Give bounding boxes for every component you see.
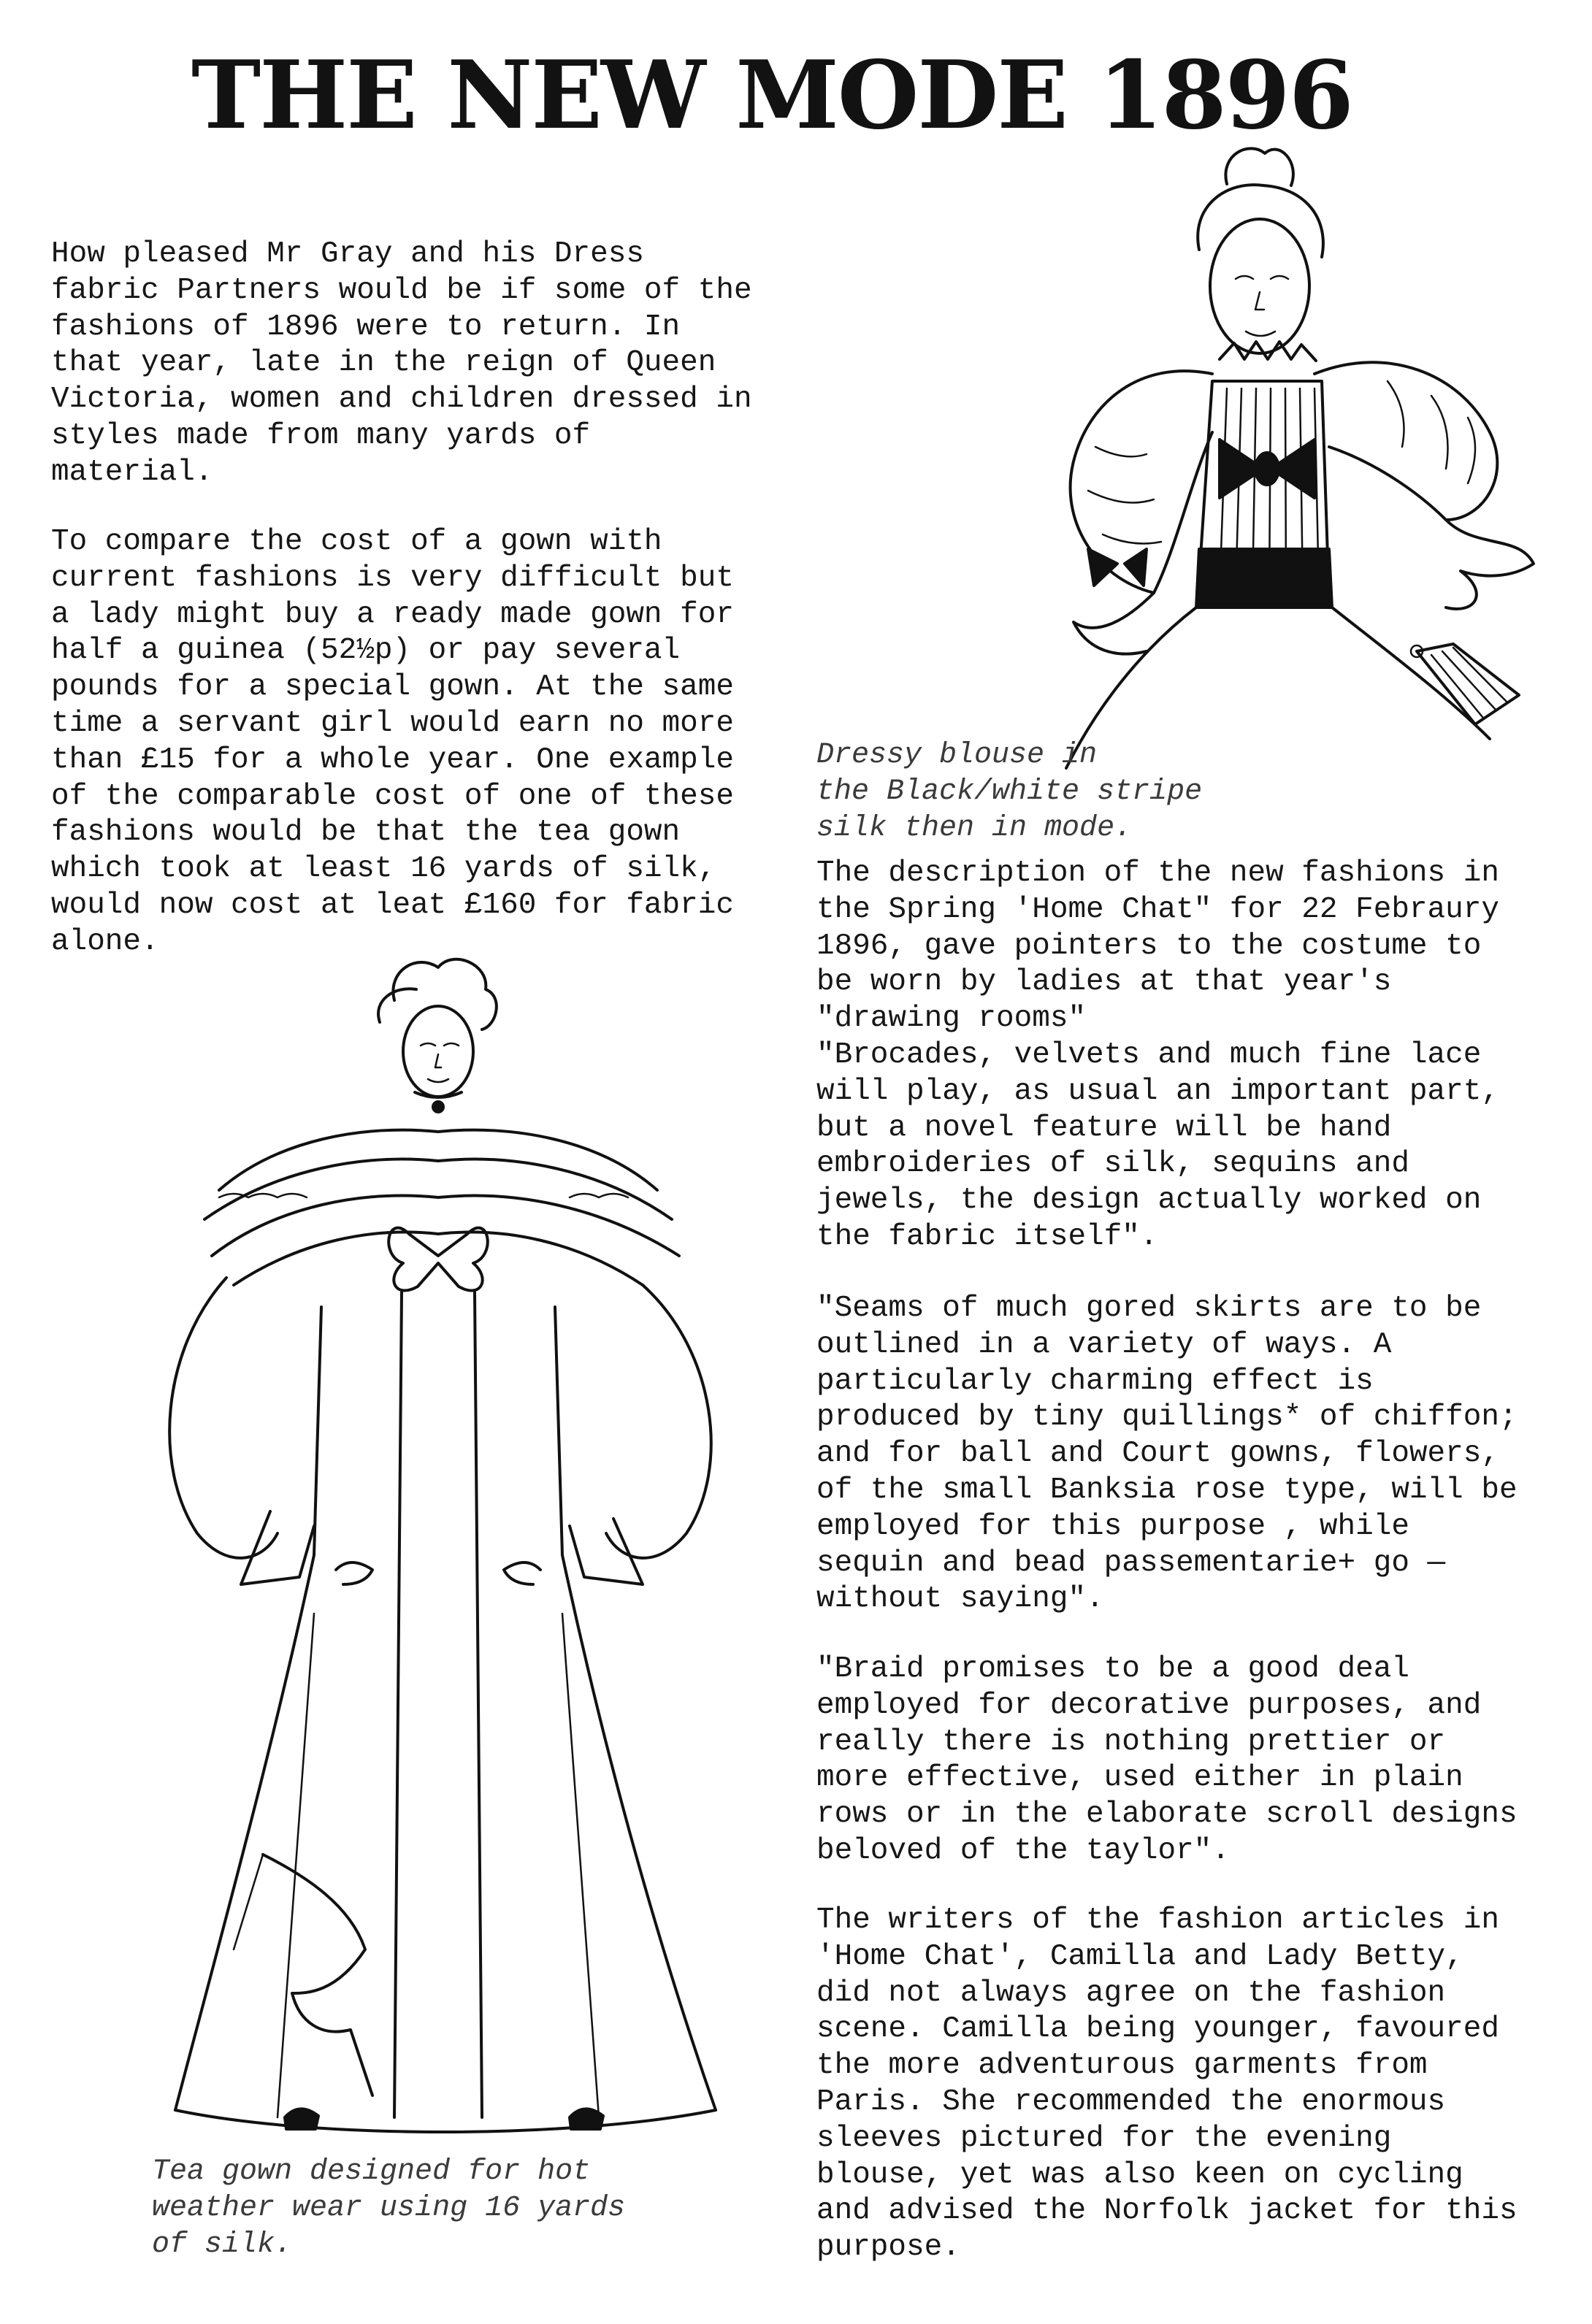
blouse-illustration: [1008, 140, 1563, 812]
writers-paragraph: The writers of the fashion articles in 'Home Chat', Camilla and Lady Betty, did not always agree on the fashion scene. Camilla being younger, favoured the more adventurous garments from Paris. She recommended the enormous sleeves pictured for the evening blouse, yet was also keen on cycling and advised the Norfolk jacket for this purpose.: [816, 1903, 1518, 2265]
cost-paragraph: To compare the cost of a gown with current fashions is very difficult but a lady might buy a ready made gown for half a guinea (52½p) or pay several pounds for a special gown. At the same time a servant girl would earn no more than £15 for a whole year. One example of the comparable cost of one of these fashions would be that the tea gown which took at least 16 yards of silk, would now cost at leat £160 for fabric alone.: [51, 525, 734, 959]
tea-gown-caption: Tea gown designed for hot weather wear using 16 yards of silk.: [152, 2155, 626, 2261]
braid-quote-paragraph: "Braid promises to be a good deal employed for decorative purposes, and really there is nothing prettier or more effective, used either in plain rows or in the elaborate scroll designs beloved of the taylor".: [816, 1652, 1518, 1868]
intro-paragraph: How pleased Mr Gray and his Dress fabric Partners would be if some of the fashions of 1896 were to return. In that year, late in the reign of Queen Victoria, women and children dressed in styles made from many yards of material.: [51, 237, 752, 489]
blouse-caption: Dressy blouse in the Black/white stripe silk then in mode.: [816, 739, 1203, 845]
tea-gown-illustration: [131, 956, 759, 2154]
description-paragraph: The description of the new fashions in the Spring 'Home Chat" for 22 Febraury 1896, gave pointers to the costume to be worn by ladies at that year's "drawing rooms" "Brocades, velvets and much fine lace will play, as usual an important part, but a novel feature will be hand embroideries of silk, sequins and jewels, the design actually worked on the fabric itself".: [816, 856, 1499, 1254]
page-title: THE NEW MODE 1896: [191, 41, 1352, 150]
seams-quote-paragraph: "Seams of much gored skirts are to be outlined in a variety of ways. A particularly charming effect is produced by tiny quillings* of chiffon; and for ball and Court gowns, flowers, of the small Banksia rose type, will be employed for this purpose , while sequin and bead passementarie+ go — without saying".: [816, 1292, 1518, 1617]
